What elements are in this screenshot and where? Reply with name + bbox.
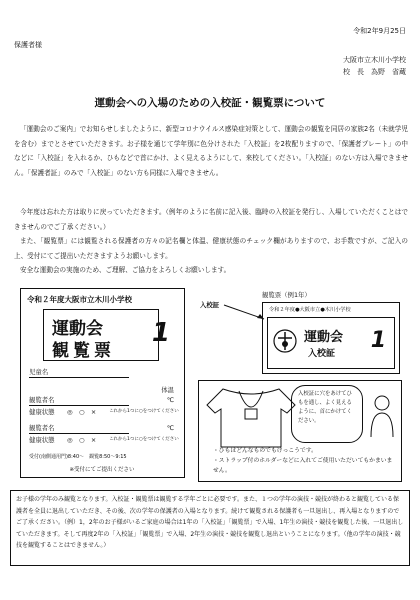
speech-bubble: 入校証に穴をあけてひもを通し、よく見えるように、首にかけてください。 — [291, 385, 363, 443]
paragraph-3: また、「観覧票」には観覧される保護者の方々の記名欄と体温、健康状態のチェック欄がありますので、お手数ですが、ご記入の上、受付にてご提出いただきますようお願いします。 — [14, 237, 408, 260]
school-emblem-icon — [272, 328, 298, 354]
addressee: 保護者様 — [14, 41, 42, 49]
health-note-2: これから1つに○をつけてください — [109, 437, 179, 442]
badge-note-2: ・ストラップ付のホルダーなどに入れてご使用いただいてもかまいません。 — [213, 458, 393, 474]
viewing-ticket — [20, 288, 185, 478]
ticket-school-header: 令和２年度大阪市立木川小学校 — [27, 295, 132, 304]
badge-name: 運動会 — [304, 330, 344, 345]
temp-unit-2: ℃ — [166, 424, 174, 432]
paragraph-1: 「運動会のご案内」でお知らせしましたように、新型コロナウイルス感染症対策として、運動会の観覧を同居の家族2名（未就学児を含む）までとさせていただきます。お子様を通じて学年別に色分けされた「入校証」を2枚配りますので、「保護者プレート」の中などに「入校証」を入れるか、ひもなどで首にかけ、よく見えるようにして、来校してください。「入校証」のない方は入場できません。「保護者証」のみで「入校証」のない方も同様に入場できません。 — [14, 125, 408, 177]
badge-number: 1 — [370, 328, 386, 353]
shirt-illustration-icon — [203, 383, 299, 449]
badge-example-label: 観覧票（例1年） — [262, 291, 311, 299]
badge-header: 令和２年度●大阪市立●木川小学校 — [269, 307, 351, 313]
date: 令和2年9月25日 — [353, 27, 406, 35]
school-name: 大阪市立木川小学校 — [343, 56, 406, 64]
ticket-title-2: 観覧票 — [52, 341, 115, 361]
health-options-2: ◎ ○ × — [67, 436, 97, 444]
badge-subname: 入校証 — [308, 349, 336, 359]
badge-inner — [267, 317, 395, 369]
entry-badge — [262, 302, 400, 374]
ticket-number: 1 — [151, 318, 170, 348]
health-options-1: ◎ ○ × — [67, 408, 97, 416]
principal-name: 校 長 為野 省蔵 — [343, 68, 406, 76]
health-label-1: 健康状態 — [29, 408, 55, 416]
reception-time: 受付(南側通用門)8:40〜 観覧8:50〜9:15 — [29, 454, 127, 460]
ticket-title-box — [43, 309, 170, 361]
temp-label: 体温 — [161, 386, 174, 394]
badge-caption: 入校証 — [200, 301, 220, 309]
health-note-1: これから1つに○をつけてください — [109, 409, 179, 414]
badge-note-1: ・ひもはどんなものでもけっこうです。 — [213, 448, 317, 454]
visitor-name-label-2: 観覧者名 — [29, 423, 129, 434]
illustration-box — [198, 380, 402, 482]
health-label-2: 健康状態 — [29, 436, 55, 444]
visitor-name-label-1: 観覧者名 — [29, 395, 129, 406]
paragraph-4: 安全な運動会の実施のため、ご理解、ご協力をよろしくお願いします。 — [20, 266, 231, 274]
footer-notice: お子様の学年のみ観覧となります。入校証・観覧票は観覧する学年ごとに必要です。また、１つの学年の演技・競技が終わると観覧している保護者を全員に退出していただき、その後、次の学年の保護者の入場となります。続けて観覧される保護者も一旦退出し、再入場となりますのでご了承ください。（例）1，2年のお子様がいるご家庭の場合は1年の「入校証」「観覧票」で入場、1年生の演技・競技を観覧した後、一旦退出していただきます。そして再度2年の「入校証」「観覧票」で入場、2年生の演技・競技を観覧し退出ということになります。（他の学年の演技・競技を観覧することはできません。） — [10, 490, 410, 566]
ticket-title-1: 運動会 — [52, 319, 103, 339]
person-icon — [367, 393, 397, 439]
submit-note: ※受付にてご提出ください — [69, 467, 135, 473]
temp-unit-1: ℃ — [166, 396, 174, 404]
page-title: 運動会への入場のための入校証・観覧票について — [94, 97, 326, 109]
paragraph-2: 今年度は忘れた方は取りに戻っていただきます。（例年のように名前に記入後、臨時の入校証を発行し、入場していただくことはできませんのでご了承ください。） — [14, 208, 408, 231]
student-name-label: 児童名 — [29, 367, 129, 378]
